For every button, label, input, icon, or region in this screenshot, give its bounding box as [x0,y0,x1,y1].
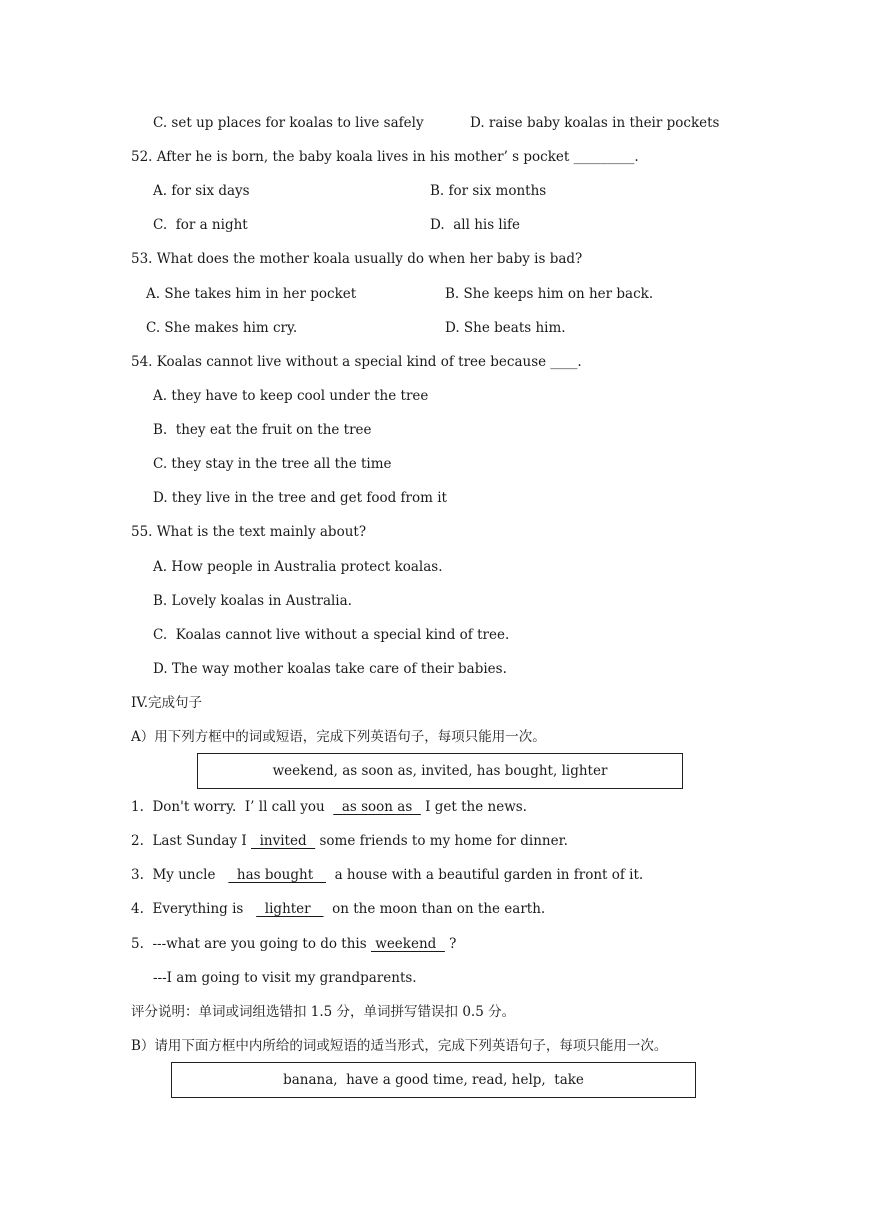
sentence-4-rest: on the moon than on the earth. [323,901,546,917]
q54-option-b: B. they eat the fruit on the tree [153,422,372,438]
part-a-word-box [197,753,683,789]
sentence-3-text: 3. My uncle [131,867,229,883]
q51-option-d: D. raise baby koalas in their pockets [470,115,720,131]
q55-stem: 55. What is the text mainly about? [131,524,367,540]
q53-option-c: C. She makes him cry. [146,320,298,336]
q54-stem: 54. Koalas cannot live without a special kind of tree because ____. [131,354,582,370]
sentence-2 [131,832,568,850]
q53-option-d: D. She beats him. [445,320,566,336]
sentence-5-text: 5. ---what are you going to do this [131,936,371,952]
part-b-word-box [171,1062,696,1098]
sentence-4-answer: lighter [256,901,324,917]
q54-option-d: D. they live in the tree and get food from it [153,490,447,506]
sentence-4-text: 4. Everything is [131,901,257,917]
q53-option-b: B. She keeps him on her back. [445,286,654,302]
part-a-word-list: weekend, as soon as, invited, has bought, lighter [272,763,608,779]
q55-option-a: A. How people in Australia protect koalas. [153,559,443,575]
q52-option-a: A. for six days [153,183,250,199]
q52-option-c: C. for a night [153,217,248,233]
q53-stem: 53. What does the mother koala usually do when her baby is bad? [131,251,583,267]
sentence-3 [131,866,643,884]
q52-stem: 52. After he is born, the baby koala lives in his mother’ s pocket _________. [131,149,639,165]
sentence-5-answer: weekend [370,936,445,952]
q55-option-c: C. Koalas cannot live without a special kind of tree. [153,627,510,643]
sentence-1 [131,798,527,816]
sentence-5 [131,935,456,953]
q54-option-c: C. they stay in the tree all the time [153,456,392,472]
q55-option-d: D. The way mother koalas take care of their babies. [153,661,507,677]
section-title: IV.完成句子 [131,695,203,711]
sentence-3-rest: a house with a beautiful garden in front of it. [326,867,644,883]
q53-option-a: A. She takes him in her pocket [146,286,357,302]
part-a-instruction: A）用下列方框中的词或短语，完成下列英语句子，每项只能用一次。 [131,729,546,745]
sentence-2-text: 2. Last Sunday I [131,833,251,849]
sentence-2-answer: invited [251,833,316,849]
sentence-5-rest: ? [444,936,457,952]
sentence-4 [131,900,545,918]
part-b-instruction: B）请用下面方框中内所给的词或短语的适当形式，完成下列英语句子，每项只能用一次。 [131,1038,668,1054]
q52-option-b: B. for six months [430,183,547,199]
sentence-1-text: 1. Don't worry. I’ ll call you [131,799,334,815]
sentence-1-rest: I get the news. [420,799,527,815]
q52-option-d: D. all his life [430,217,521,233]
q51-option-c: C. set up places for koalas to live safely [153,115,424,131]
sentence-5-reply: ---I am going to visit my grandparents. [153,970,417,986]
sentence-3-answer: has bought [228,867,326,883]
q55-option-b: B. Lovely koalas in Australia. [153,593,352,609]
part-b-word-list: banana, have a good time, read, help, take [283,1072,584,1088]
q54-option-a: A. they have to keep cool under the tree [153,388,429,404]
scoring-note: 评分说明：单词或词组选错扣 1.5 分，单词拼写错误扣 0.5 分。 [131,1004,516,1020]
sentence-2-rest: some friends to my home for dinner. [315,833,568,849]
sentence-1-answer: as soon as [333,799,421,815]
